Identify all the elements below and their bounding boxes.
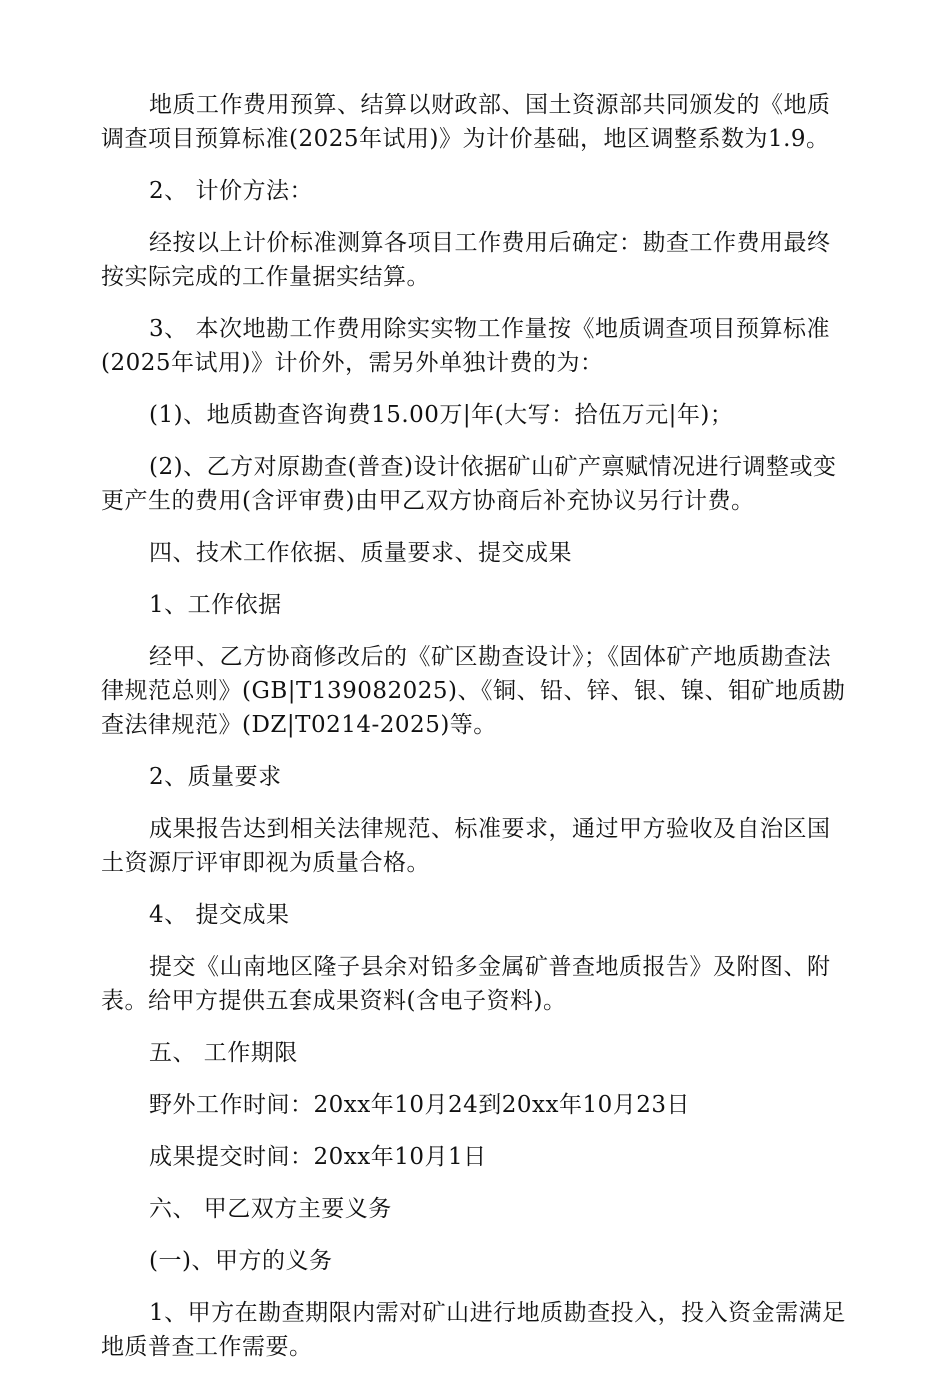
heading-quality-requirements: 2、质量要求: [149, 764, 282, 790]
heading-section-four: 四、技术工作依据、质量要求、提交成果: [149, 540, 572, 566]
paragraph-separate-fees: 3、 本次地勘工作费用除实实物工作量按《地质调查项目预算标准(2025年试用)》计价外，需另外单独计费的为：: [101, 316, 830, 376]
paragraph-work-basis: 经甲、乙方协商修改后的《矿区勘查设计》；《固体矿产地质勘查法律规范总则》(GB|T139082025)、《铜、铅、锌、银、镍、钼矿地质勘查法律规范》(DZ|T0214-2025)等。: [101, 644, 846, 738]
heading-party-a-obligations: (一)、甲方的义务: [149, 1248, 333, 1274]
heading-section-six: 六、 甲乙双方主要义务: [149, 1196, 392, 1222]
paragraph-consulting-fee: (1)、地质勘查咨询费15.00万|年(大写：拾伍万元|年)；: [149, 402, 734, 428]
heading-section-five: 五、 工作期限: [149, 1040, 298, 1066]
heading-pricing-method: 2、 计价方法：: [149, 178, 313, 204]
paragraph-submission-time: 成果提交时间：20xx年10月1日: [149, 1144, 487, 1170]
heading-work-basis: 1、工作依据: [149, 592, 282, 618]
paragraph-submit-results: 提交《山南地区隆子县余对铅多金属矿普查地质报告》及附图、附表。给甲方提供五套成果资料(含电子资料)。: [101, 954, 831, 1014]
document-page: [101, 88, 853, 1382]
heading-submit-results: 4、 提交成果: [149, 902, 290, 928]
paragraph-quality-requirements: 成果报告达到相关法律规范、标准要求，通过甲方验收及自治区国土资源厅评审即视为质量合格。: [101, 816, 831, 876]
paragraph-field-work-time: 野外工作时间：20xx年10月24到20xx年10月23日: [149, 1092, 690, 1118]
paragraph-party-a-obligation-1: 1、甲方在勘查期限内需对矿山进行地质勘查投入，投入资金需满足地质普查工作需要。: [101, 1300, 846, 1360]
paragraph-design-change-fee: (2)、乙方对原勘查(普查)设计依据矿山矿产禀赋情况进行调整或变更产生的费用(含评审费)由甲乙双方协商后补充协议另行计费。: [101, 454, 837, 514]
paragraph-pricing-method: 经按以上计价标准测算各项目工作费用后确定：勘查工作费用最终按实际完成的工作量据实结算。: [101, 230, 831, 290]
paragraph-pricing-basis: 地质工作费用预算、结算以财政部、国土资源部共同颁发的《地质调查项目预算标准(2025年试用)》为计价基础，地区调整系数为1.9。: [101, 92, 831, 152]
